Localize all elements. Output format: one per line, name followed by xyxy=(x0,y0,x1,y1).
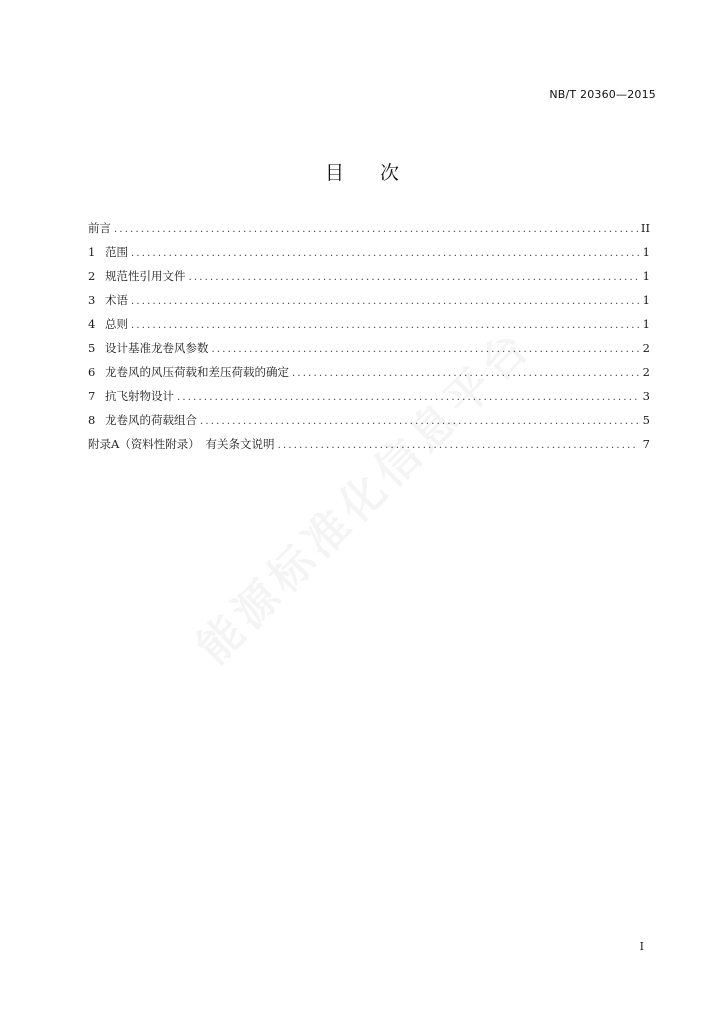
toc-entry-4[interactable] xyxy=(88,314,650,338)
toc-entry-appendix-a[interactable] xyxy=(88,434,650,458)
toc-entry-number: 4 xyxy=(88,317,96,331)
toc-entry-page: 3 xyxy=(642,389,650,403)
toc-entry-page: II xyxy=(640,221,650,235)
toc-entry-8[interactable] xyxy=(88,410,650,434)
toc-entry-3[interactable] xyxy=(88,290,650,314)
toc-entry-label: 规范性引用文件 xyxy=(105,269,186,283)
toc-entry-label: 附录A（资料性附录） 有关条文说明 xyxy=(88,437,275,451)
toc-entry-1[interactable] xyxy=(88,242,650,266)
toc-entry-page: 2 xyxy=(642,341,650,355)
dot-leader xyxy=(278,436,639,456)
dot-leader xyxy=(114,220,638,240)
toc-entry-page: 2 xyxy=(642,365,650,379)
toc-entry-number: 3 xyxy=(88,293,96,307)
toc-entry-number: 6 xyxy=(88,365,96,379)
dot-leader xyxy=(212,340,640,360)
toc-entry-7[interactable] xyxy=(88,386,650,410)
dot-leader xyxy=(131,316,639,336)
toc-entry-page: 1 xyxy=(642,245,650,259)
toc-entry-label: 总则 xyxy=(105,317,128,331)
dot-leader xyxy=(177,388,639,408)
toc-entry-label: 前言 xyxy=(88,221,111,235)
dot-leader xyxy=(131,292,639,312)
toc-entry-number: 7 xyxy=(88,389,96,403)
toc-entry-label: 龙卷风的荷载组合 xyxy=(105,413,197,427)
toc-entry-number: 5 xyxy=(88,341,96,355)
dot-leader xyxy=(292,364,639,384)
dot-leader xyxy=(189,268,640,288)
dot-leader xyxy=(131,244,639,264)
toc-entry-page: 5 xyxy=(642,413,650,427)
toc-entry-number: 2 xyxy=(88,269,96,283)
toc-entry-5[interactable] xyxy=(88,338,650,362)
toc-entry-label: 术语 xyxy=(105,293,128,307)
toc-entry-page: 1 xyxy=(642,317,650,331)
toc-entry-label: 设计基准龙卷风参数 xyxy=(105,341,209,355)
page-number: I xyxy=(639,940,644,953)
table-of-contents xyxy=(88,218,650,458)
toc-entry-label: 范围 xyxy=(105,245,128,259)
toc-entry-6[interactable] xyxy=(88,362,650,386)
page-title: 目次 xyxy=(324,162,435,184)
document-code: NB/T 20360—2015 xyxy=(549,88,656,101)
toc-entry-page: 1 xyxy=(642,269,650,283)
dot-leader xyxy=(200,412,639,432)
toc-entry-page: 1 xyxy=(642,293,650,307)
toc-entry-label: 龙卷风的风压荷载和差压荷载的确定 xyxy=(105,365,289,379)
toc-entry-number: 8 xyxy=(88,413,96,427)
toc-entry-page: 7 xyxy=(642,437,650,451)
toc-entry-label: 抗飞射物设计 xyxy=(105,389,174,403)
toc-entry-number: 1 xyxy=(88,245,96,259)
toc-entry-foreword[interactable] xyxy=(88,218,650,242)
toc-entry-2[interactable] xyxy=(88,266,650,290)
